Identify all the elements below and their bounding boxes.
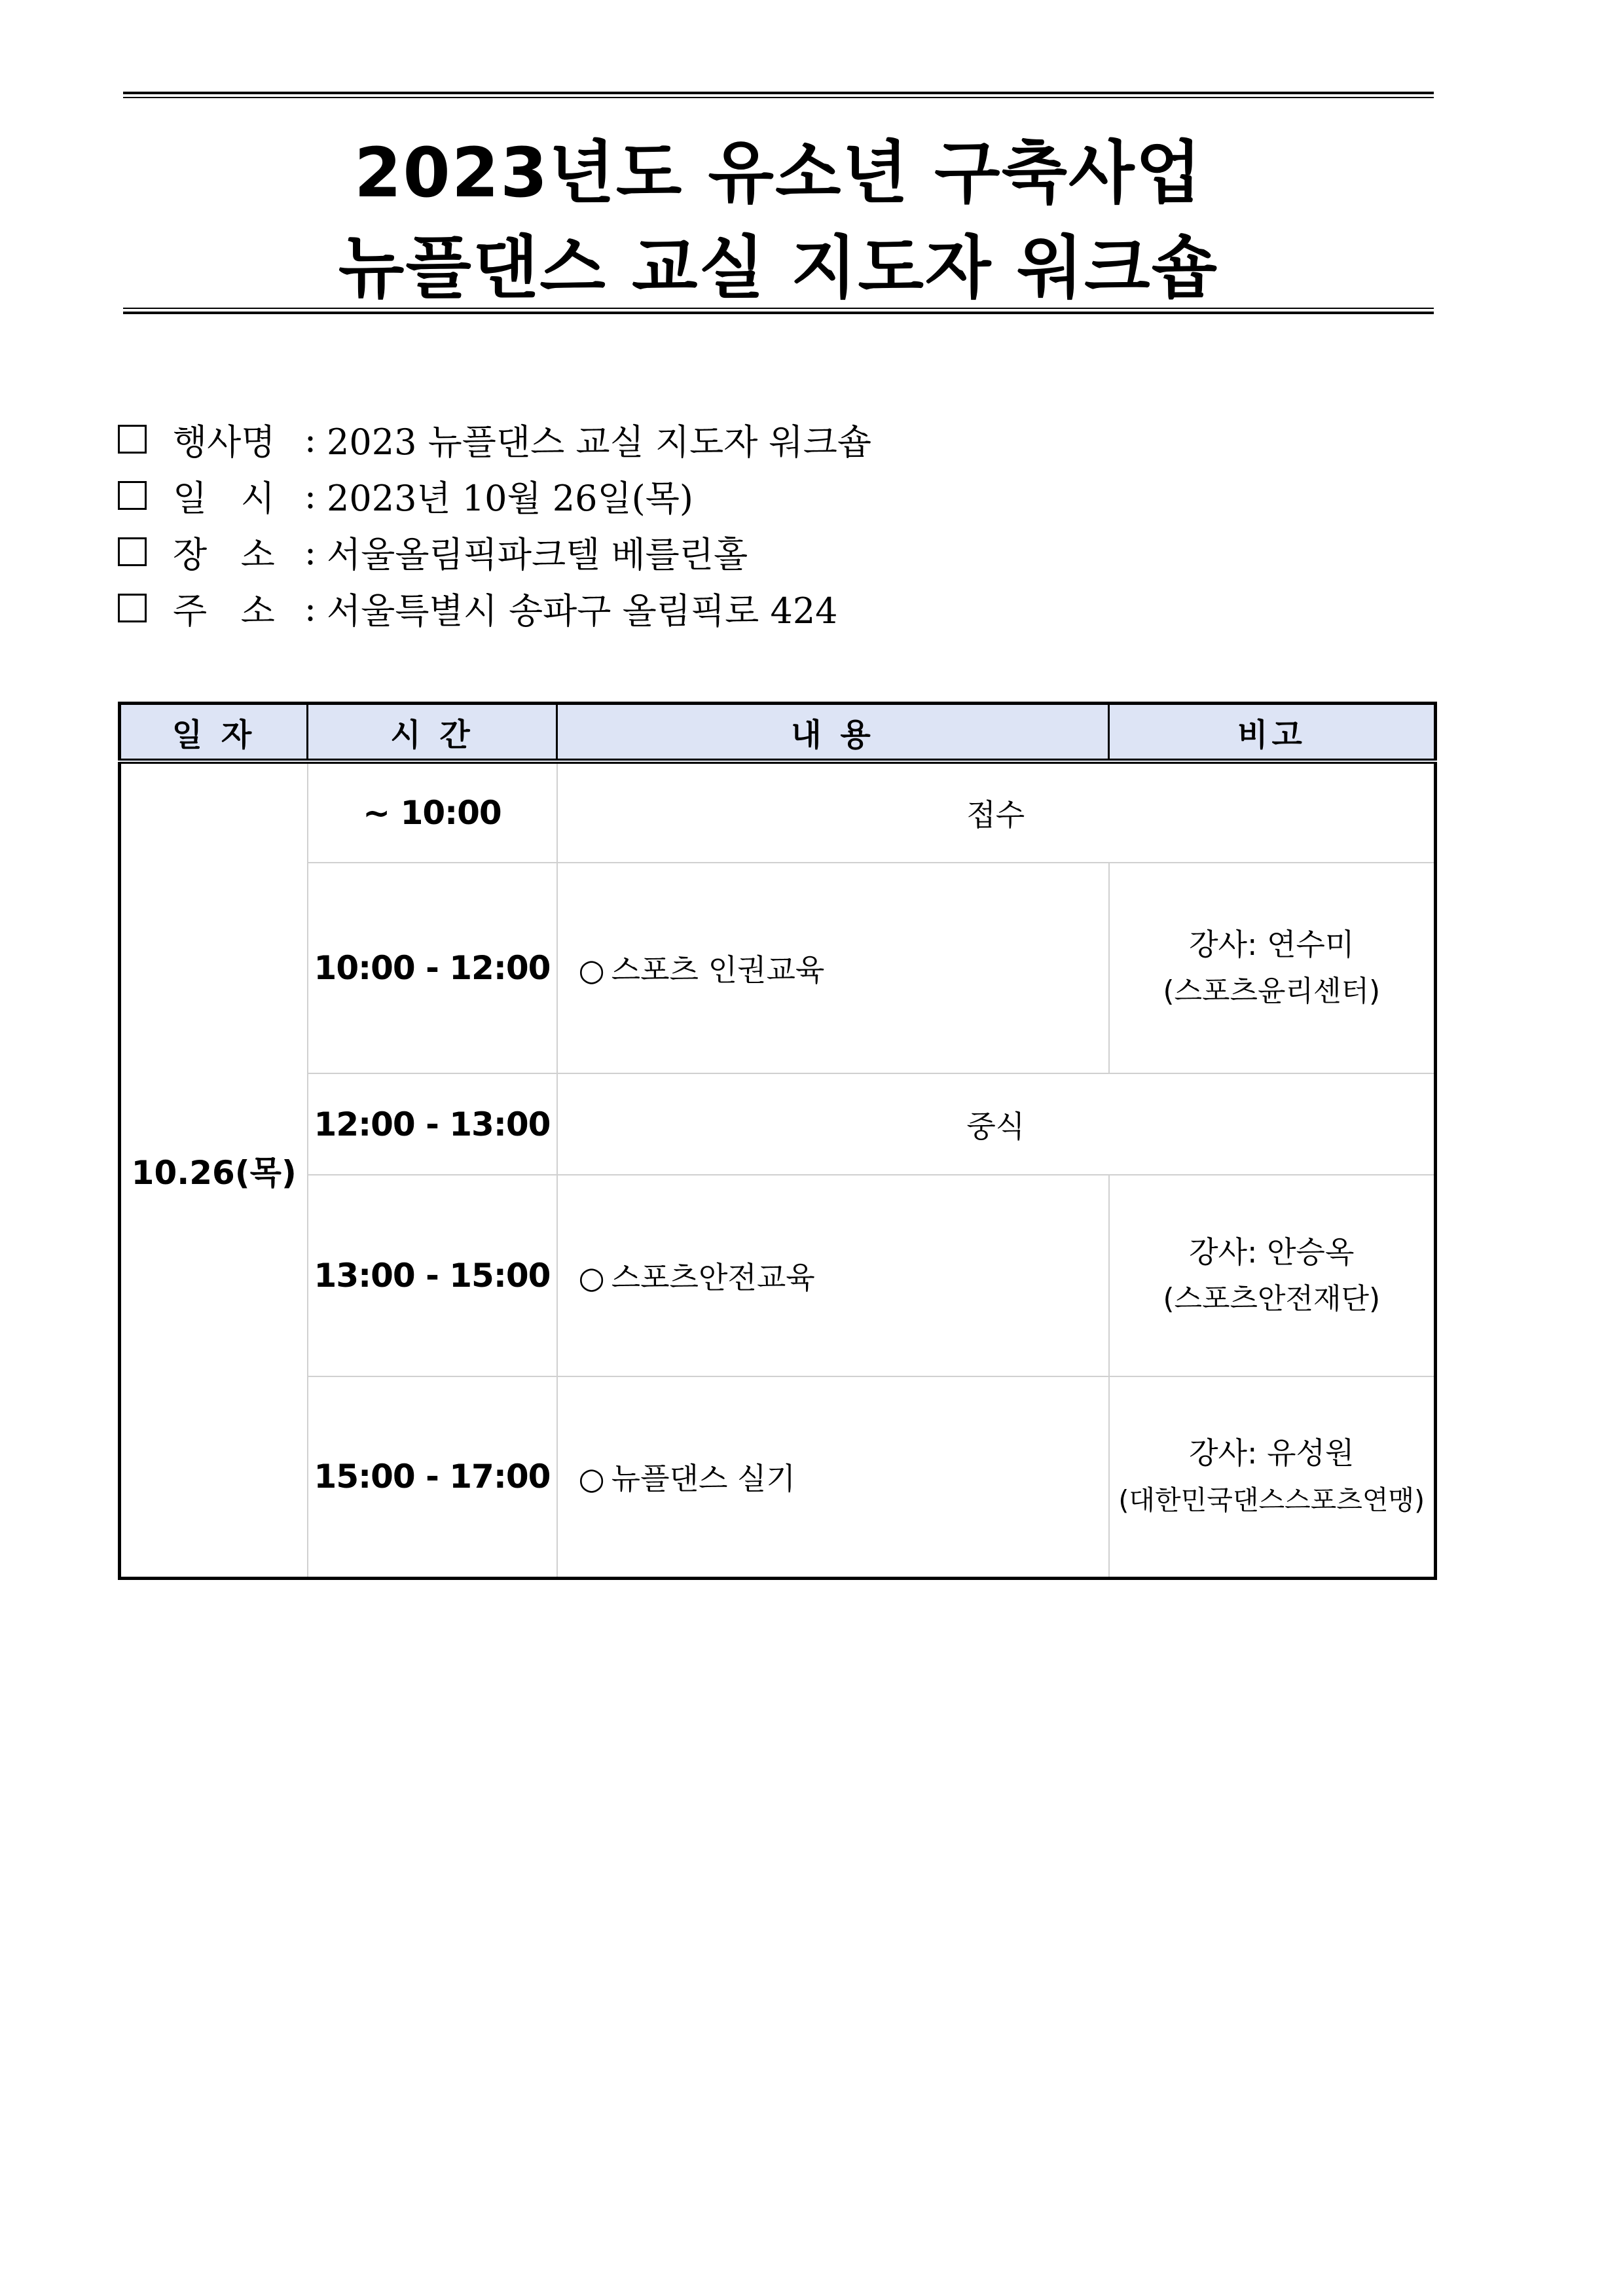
note-cell (1109, 863, 1436, 1073)
date-cell: 10.26(목) (120, 761, 308, 1578)
table-row (120, 1073, 1436, 1175)
table-row (120, 761, 1436, 863)
checkbox-icon (118, 425, 147, 454)
note-cell (1109, 1175, 1436, 1376)
bullet-icon: ○ (578, 1461, 605, 1497)
document-title (123, 92, 1434, 314)
instructor-name: 강사: 안승옥 (1189, 1234, 1355, 1270)
event-info (118, 411, 1296, 636)
content-cell (557, 1376, 1109, 1578)
content-text: 스포츠 인권교육 (611, 952, 825, 988)
content-text: 스포츠안전교육 (611, 1260, 815, 1295)
checkbox-icon (118, 537, 147, 566)
info-colon: : (304, 587, 317, 629)
checkbox-icon (118, 481, 147, 510)
title-rule-top (123, 92, 1434, 98)
content-cell (557, 1175, 1109, 1376)
info-label: 행사명 (173, 421, 276, 463)
info-label: 장 소 (173, 533, 275, 575)
info-label: 주 소 (173, 590, 275, 632)
time-cell: 13:00 - 15:00 (308, 1175, 557, 1376)
time-cell: ~ 10:00 (308, 761, 557, 863)
instructor-org: (대한민국댄스스포츠연맹) (1118, 1484, 1425, 1516)
table-row (120, 863, 1436, 1073)
content-cell: 접수 (557, 761, 1436, 863)
content-cell (557, 863, 1109, 1073)
info-colon: : (304, 475, 317, 516)
schedule-table (118, 702, 1437, 1580)
title-line-2: 뉴플댄스 교실 지도자 워크숍 (338, 228, 1219, 308)
info-value: 2023년 10월 26일(목) (327, 477, 693, 519)
instructor-org: (스포츠안전재단) (1163, 1282, 1381, 1316)
note-cell (1109, 1376, 1436, 1578)
info-colon: : (304, 418, 317, 460)
checkbox-icon (118, 594, 147, 622)
content-cell: 중식 (557, 1073, 1436, 1175)
table-header-row (120, 704, 1436, 762)
info-colon: : (304, 531, 317, 573)
time-cell: 10:00 - 12:00 (308, 863, 557, 1073)
title-line-1: 2023년도 유소년 구축사업 (354, 133, 1203, 213)
instructor-name: 강사: 유성원 (1189, 1435, 1355, 1471)
info-value: 서울올림픽파크텔 베를린홀 (327, 533, 748, 575)
header-note: 비고 (1109, 704, 1436, 762)
bullet-icon: ○ (578, 952, 605, 988)
content-text: 뉴플댄스 실기 (611, 1461, 795, 1497)
time-cell: 15:00 - 17:00 (308, 1376, 557, 1578)
info-row-date (118, 467, 1296, 524)
header-time: 시 간 (308, 704, 557, 762)
info-row-venue (118, 524, 1296, 580)
time-cell: 12:00 - 13:00 (308, 1073, 557, 1175)
info-row-address (118, 580, 1296, 636)
bullet-icon: ○ (578, 1260, 605, 1295)
info-row-event-name (118, 411, 1296, 467)
header-date: 일 자 (120, 704, 308, 762)
table-row (120, 1376, 1436, 1578)
title-rule-bottom (123, 308, 1434, 314)
header-content: 내 용 (557, 704, 1109, 762)
info-value: 2023 뉴플댄스 교실 지도자 워크숍 (327, 421, 872, 463)
info-label: 일 시 (173, 477, 275, 519)
instructor-org: (스포츠윤리센터) (1163, 975, 1381, 1008)
instructor-name: 강사: 연수미 (1189, 927, 1355, 962)
table-row (120, 1175, 1436, 1376)
info-value: 서울특별시 송파구 올림픽로 424 (327, 590, 838, 632)
